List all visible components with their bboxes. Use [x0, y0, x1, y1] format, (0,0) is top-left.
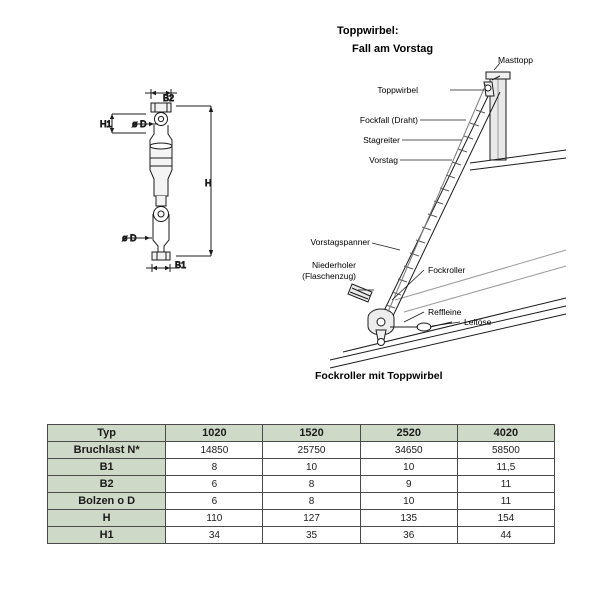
row-label-bruchlast: Bruchlast N* — [48, 442, 166, 459]
dim-label-h: H — [205, 178, 212, 188]
callout-leitoese: Leitöse — [464, 317, 492, 327]
cell-bruchlast-2520: 34650 — [360, 442, 457, 459]
table-row — [48, 493, 555, 510]
cell-b1-1020: 8 — [166, 459, 263, 476]
row-label-bolzen: Bolzen o D — [48, 493, 166, 510]
table-row — [48, 510, 555, 527]
spec-table-wrapper — [47, 424, 555, 544]
spec-table — [47, 424, 555, 544]
header-cell-typ: Typ — [48, 425, 166, 442]
callout-fockfall: Fockfall (Draht) — [359, 115, 418, 125]
dim-label-diameter-bottom: ø D — [122, 233, 137, 243]
dim-label-h1: H1 — [100, 119, 112, 129]
cell-bolzen-1020: 6 — [166, 493, 263, 510]
table-row — [48, 459, 555, 476]
cell-b2-4020: 11 — [457, 476, 554, 493]
header-cell-1020: 1020 — [166, 425, 263, 442]
callout-reffleine: Reffleine — [428, 307, 462, 317]
header-cell-2520: 2520 — [360, 425, 457, 442]
callout-vorstagspanner: Vorstagspanner — [310, 237, 370, 247]
left-part-drawing — [100, 89, 213, 272]
header-cell-1520: 1520 — [263, 425, 360, 442]
row-label-b1: B1 — [48, 459, 166, 476]
callout-stagreiter: Stagreiter — [363, 135, 400, 145]
header-cell-4020: 4020 — [457, 425, 554, 442]
cell-bolzen-1520: 8 — [263, 493, 360, 510]
dim-label-diameter-top: ø D — [132, 119, 147, 129]
callout-fockroller: Fockroller — [428, 265, 466, 275]
callout-masttopp: Masttopp — [498, 55, 533, 65]
table-row — [48, 476, 555, 493]
row-label-b2: B2 — [48, 476, 166, 493]
cell-b1-2520: 10 — [360, 459, 457, 476]
cell-h1-2520: 36 — [360, 527, 457, 544]
cell-b2-1020: 6 — [166, 476, 263, 493]
cell-h1-1520: 35 — [263, 527, 360, 544]
cell-b1-4020: 11,5 — [457, 459, 554, 476]
cell-h-1020: 110 — [166, 510, 263, 527]
callout-niederholer: Niederholer — [312, 260, 356, 270]
cell-h-1520: 127 — [263, 510, 360, 527]
callout-vorstag: Vorstag — [369, 155, 398, 165]
row-label-h1: H1 — [48, 527, 166, 544]
callout-niederholer-sub: (Flaschenzug) — [302, 271, 356, 281]
table-header-row — [48, 425, 555, 442]
figure-title-line2: Fall am Vorstag — [352, 43, 434, 55]
cell-b1-1520: 10 — [263, 459, 360, 476]
cell-bruchlast-1020: 14850 — [166, 442, 263, 459]
cell-bruchlast-1520: 25750 — [263, 442, 360, 459]
cell-bolzen-2520: 10 — [360, 493, 457, 510]
callout-toppwirbel: Toppwirbel — [377, 85, 418, 95]
figure-title-line1: Toppwirbel: — [337, 25, 399, 37]
cell-b2-1520: 8 — [263, 476, 360, 493]
dim-label-b2: B2 — [163, 93, 175, 103]
callout-leaders — [358, 63, 500, 326]
cell-h1-4020: 44 — [457, 527, 554, 544]
table-row — [48, 527, 555, 544]
table-row — [48, 442, 555, 459]
cell-bolzen-4020: 11 — [457, 493, 554, 510]
cell-h1-1020: 34 — [166, 527, 263, 544]
cell-h-2520: 135 — [360, 510, 457, 527]
cell-bruchlast-4020: 58500 — [457, 442, 554, 459]
dim-label-b1: B1 — [175, 260, 187, 270]
cell-b2-2520: 9 — [360, 476, 457, 493]
cell-h-4020: 154 — [457, 510, 554, 527]
figure-caption: Fockroller mit Toppwirbel — [315, 370, 443, 382]
row-label-h: H — [48, 510, 166, 527]
